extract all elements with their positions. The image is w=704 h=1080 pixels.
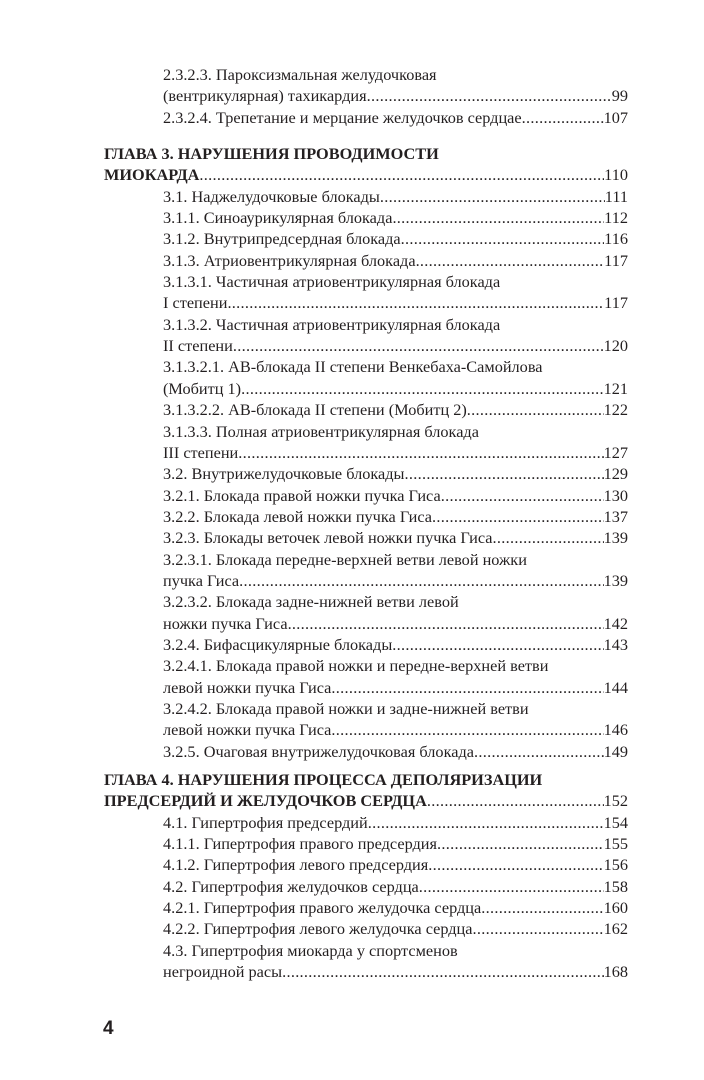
toc-entry [104,228,628,249]
toc-entry-title-line: 4.3. Гипертрофия миокарда у спортсменов [163,940,458,960]
toc-entry-last-line [163,485,628,506]
toc-page-number: 122 [603,400,628,420]
dot-leader [241,378,603,399]
toc-entry-last-line [163,378,628,399]
toc-page-number: 158 [603,876,628,896]
dot-leader [199,164,604,185]
toc-entry-title-line: 3.2.3.1. Блокада передне-верхней ветви левой ножки [163,549,527,569]
toc-entry-title-line: МИОКАРДА [104,165,200,185]
toc-entry-title-line: II степени [163,336,233,356]
toc-entry [104,634,628,655]
dot-leader [227,292,604,313]
toc-entry-last-line [163,634,628,655]
dot-leader [282,961,604,982]
toc-entry-title-line: левой ножки пучка Гиса [163,720,332,740]
toc-entry-title-line: 4.1.2. Гипертрофия левого предсердия [163,855,429,875]
toc-entry-last-line [163,741,628,762]
toc-page-number: 152 [603,791,628,811]
toc-entry-title-line: 3.1.3.1. Частичная атриовентрикулярная блокада [163,272,501,292]
toc-entry-title-line: 4.2.1. Гипертрофия правого желудочка сердца [163,898,482,918]
toc-chapter-entry [104,769,628,812]
toc-entry-title-line: 3.2.1. Блокада правой ножки пучка Гиса [163,485,441,505]
toc-entry-title-line: 3.1.2. Внутрипредсердная блокада [163,229,401,249]
dot-leader [437,833,604,854]
toc-entry-title-line: пучка Гиса [163,570,240,590]
toc-entry [104,186,628,207]
toc-page-number: 116 [604,229,628,249]
toc-entry-title-line: 4.1. Гипертрофия предсердий [163,812,368,832]
toc-entry [104,271,628,314]
toc-entry-last-line [163,228,628,249]
toc-page-number: 107 [603,107,628,127]
dot-leader [392,207,604,228]
toc-entry [104,64,628,107]
toc-page-number: 137 [603,506,628,526]
toc-entry-title-line: 3.1.1. Синоаурикулярная блокада [163,208,393,228]
toc-entry-last-line [163,918,628,939]
toc-entry-title-line: 3.2.5. Очаговая внутрижелудочковая блокада [163,741,474,761]
toc-entry-title-line: 4.1.1. Гипертрофия правого предсердия [163,834,437,854]
toc-page-number: 117 [604,293,628,313]
toc-entry-title-line: 4.2. Гипертрофия желудочков сердца [163,876,419,896]
toc-entry-last-line [163,677,628,698]
toc-entry-last-line [163,85,628,106]
dot-leader [419,876,604,897]
dot-leader [481,897,603,918]
toc-entry [104,591,628,634]
toc-page-number: 149 [603,741,628,761]
toc-entry-last-line [104,790,628,811]
toc-entry [104,207,628,228]
toc-entry-title-line: (Мобитц 1) [163,378,242,398]
toc-entry-last-line [163,107,628,128]
toc-entry-title-line: III степени [163,442,239,462]
toc-page-number: 110 [604,165,628,185]
toc-entry [104,549,628,592]
toc-chapter-entry [104,143,628,186]
dot-leader [239,570,603,591]
dot-leader [427,790,604,811]
dot-leader [392,634,603,655]
toc-entry [104,741,628,762]
toc-page-number: 156 [603,855,628,875]
toc-entry [104,527,628,548]
toc-entry-last-line [163,833,628,854]
toc-entry-title-line: 3.2.3. Блокады веточек левой ножки пучка Гиса [163,528,493,548]
toc-entry-last-line [163,876,628,897]
toc-page-number: 144 [603,677,628,697]
dot-leader [380,186,605,207]
toc-page-number: 142 [603,613,628,633]
toc-entry-last-line [163,292,628,313]
toc-entry-last-line [163,506,628,527]
toc-page-number: 155 [603,834,628,854]
toc-entry [104,107,628,128]
toc-entry [104,356,628,399]
toc-entry [104,421,628,464]
toc-entry-last-line [163,897,628,918]
toc-entry-last-line [163,250,628,271]
toc-entry-title-line: ножки пучка Гиса [163,613,288,633]
dot-leader [416,250,605,271]
toc-entry-last-line [163,186,628,207]
toc-entry-title-line: 3.1.3.2. Частичная атриовентрикулярная блокада [163,314,501,334]
toc-entry-title-line: 3.1. Наджелудочковые блокады [163,186,380,206]
toc-entry-title-line: 4.2.2. Гипертрофия левого желудочка сердца [163,919,473,939]
toc-entry-title-line: 3.2.3.2. Блокада задне-нижней ветви левой [163,592,459,612]
toc-entry-last-line [163,442,628,463]
toc-entry-last-line [163,854,628,875]
toc-entry-title-line: ПРЕДСЕРДИЙ И ЖЕЛУДОЧКОВ СЕРДЦА [104,791,427,811]
dot-leader [467,399,604,420]
toc-entry-title-line: ГЛАВА 4. НАРУШЕНИЯ ПРОЦЕССА ДЕПОЛЯРИЗАЦИИ [104,770,543,789]
toc-entry-last-line [163,961,628,982]
toc-page-number: 112 [604,208,628,228]
toc-entry-title-line: ГЛАВА 3. НАРУШЕНИЯ ПРОВОДИМОСТИ [104,144,439,164]
toc-entry-title-line: 3.2.2. Блокада левой ножки пучка Гиса [163,506,432,526]
toc-entry-title-line: негроидной расы [163,962,283,982]
dot-leader [401,228,605,249]
dot-leader [238,442,603,463]
toc-entry-title-line: 3.2. Внутрижелудочковые блокады [163,464,405,484]
toc-entry [104,698,628,741]
toc-entry-title-line: 3.2.4.1. Блокада правой ножки и передне-верхней ветви [163,656,549,676]
dot-leader [331,719,603,740]
toc-entry-last-line [163,570,628,591]
dot-leader [368,812,604,833]
toc-entry-last-line [163,463,628,484]
toc-entry [104,876,628,897]
toc-entry-last-line [163,335,628,356]
toc-entry-last-line [163,527,628,548]
toc-entry [104,655,628,698]
toc-page-number: 143 [603,634,628,654]
dot-leader [367,85,612,106]
toc-entry-title-line: 3.1.3. Атриовентрикулярная блокада [163,250,416,270]
toc-entry [104,918,628,939]
toc-page-number: 146 [603,720,628,740]
toc-entry-title-line: 3.2.4.2. Блокада правой ножки и задне-нижней ветви [163,698,529,718]
toc-page-number: 139 [603,528,628,548]
toc-entry-last-line [163,719,628,740]
toc-entry-title-line: (вентрикулярная) тахикардия [163,86,367,106]
dot-leader [331,677,603,698]
toc-page-number: 160 [603,898,628,918]
dot-leader [288,613,604,634]
toc-entry [104,463,628,484]
toc-entry-title-line: 3.1.3.2.2. АВ-блокада II степени (Мобитц 2) [163,400,467,420]
toc-page-number: 121 [603,378,628,398]
dot-leader [522,107,604,128]
toc-entry-title-line: 3.1.3.3. Полная атриовентрикулярная блокада [163,421,479,441]
toc-entry-last-line [163,399,628,420]
toc-page-number: 168 [603,962,628,982]
toc-page-number: 120 [603,336,628,356]
toc-entry-last-line [163,207,628,228]
table-of-contents [104,64,628,982]
toc-entry [104,314,628,357]
toc-page-number: 129 [603,464,628,484]
toc-entry-title-line: 2.3.2.4. Трепетание и мерцание желудочков сердцае [163,107,522,127]
toc-entry [104,485,628,506]
toc-entry-last-line [104,164,628,185]
toc-entry [104,506,628,527]
toc-page-number: 99 [611,86,628,106]
toc-entry-title-line: 3.1.3.2.1. АВ-блокада II степени Венкебаха-Самойлова [163,357,543,377]
toc-page-number: 111 [604,186,628,206]
toc-entry [104,897,628,918]
toc-entry [104,812,628,833]
toc-entry-title-line: I степени [163,293,228,313]
toc-page-number: 117 [604,250,628,270]
toc-entry [104,940,628,983]
toc-entry [104,399,628,420]
dot-leader [474,741,604,762]
toc-page-number: 154 [603,812,628,832]
toc-page-number: 139 [603,570,628,590]
toc-entry-last-line [163,613,628,634]
page-number: 4 [103,1018,114,1039]
toc-entry-last-line [163,812,628,833]
toc-entry-title-line: 2.3.2.3. Пароксизмальная желудочковая [163,65,437,84]
dot-leader [404,463,603,484]
dot-leader [473,918,604,939]
dot-leader [493,527,604,548]
toc-page-number: 127 [603,442,628,462]
dot-leader [428,854,603,875]
toc-page-number: 130 [603,485,628,505]
toc-page-number: 162 [603,919,628,939]
toc-entry-title-line: левой ножки пучка Гиса [163,677,332,697]
toc-entry [104,854,628,875]
dot-leader [432,506,604,527]
dot-leader [441,485,604,506]
toc-entry [104,833,628,854]
dot-leader [233,335,604,356]
toc-entry-title-line: 3.2.4. Бифасцикулярные блокады [163,634,393,654]
toc-entry [104,250,628,271]
